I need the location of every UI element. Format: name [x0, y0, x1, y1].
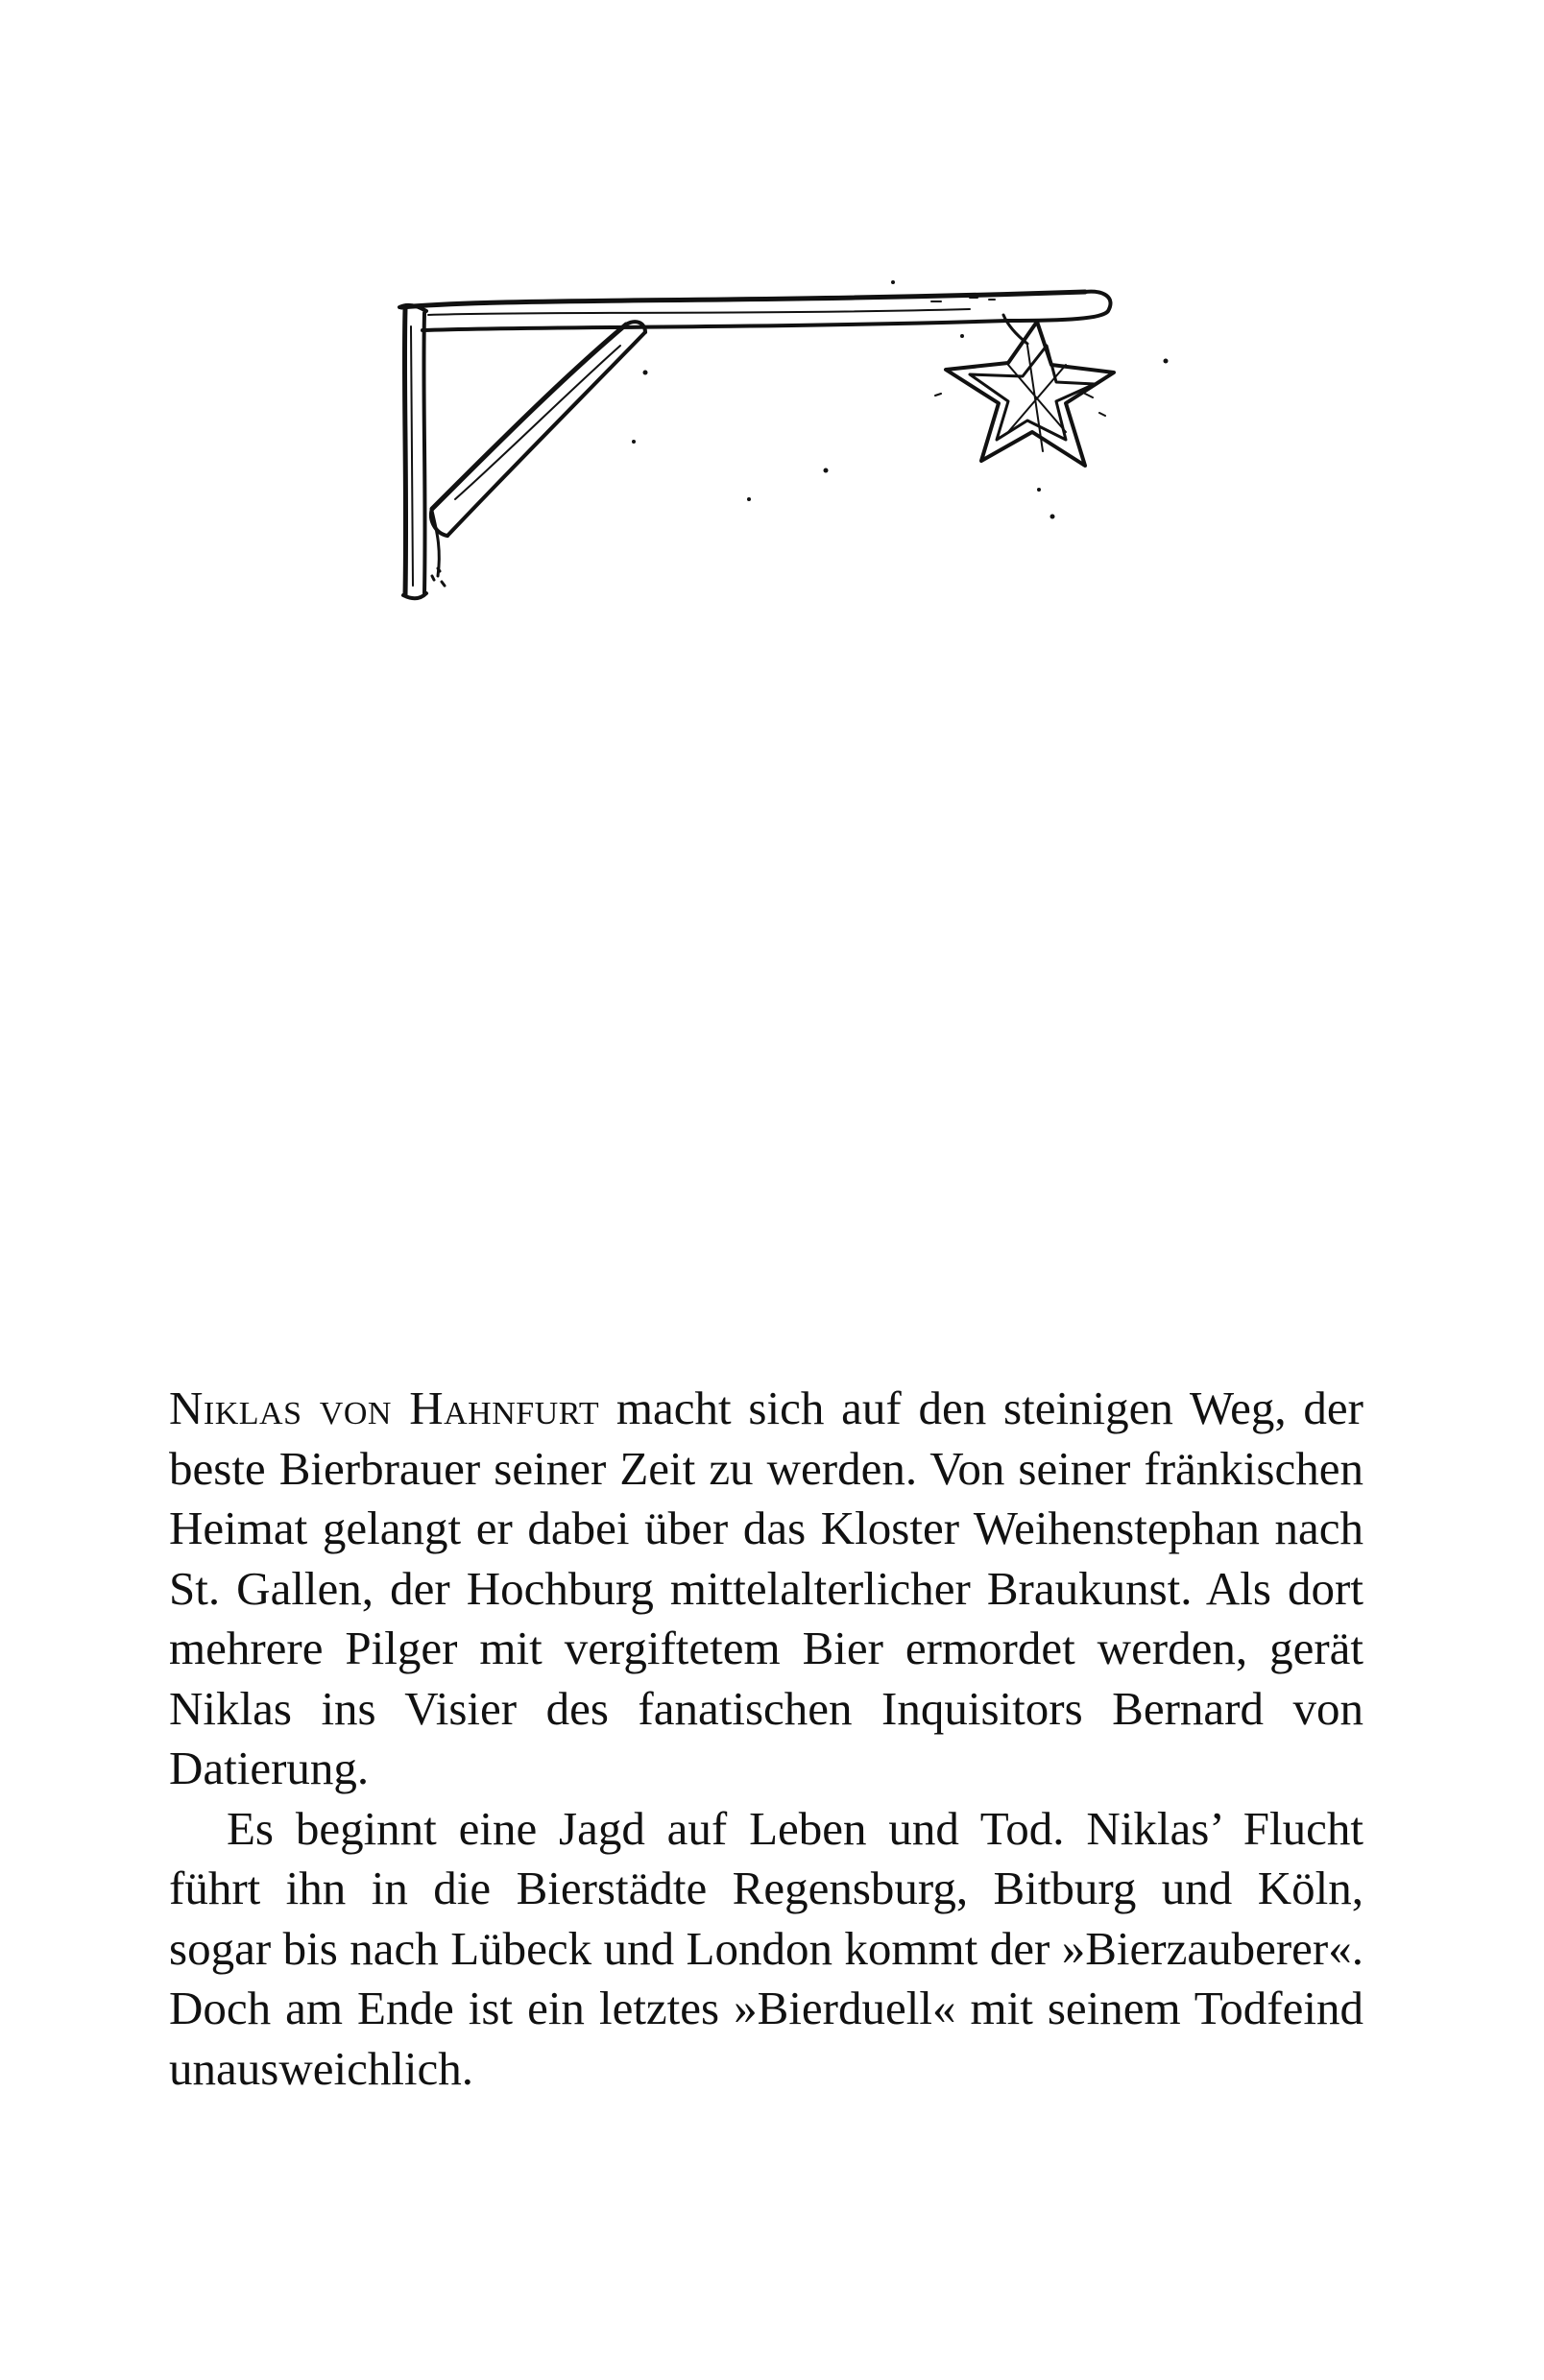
protagonist-name: Niklas von Hahnfurt	[169, 1382, 600, 1434]
bracket-brace	[431, 322, 645, 576]
sign-bracket-with-star-icon	[394, 269, 1181, 614]
back-cover-blurb	[169, 1379, 1363, 2099]
blurb-paragraph-1	[169, 1379, 1363, 1799]
blurb-paragraph-1-text: macht sich auf den steinigen Weg, der beste Bierbrauer seiner Zeit zu werden. Von seiner fränkischen Heimat gelangt er dabei über das Kloster Weihenstephan nach St. Gallen, der Hochburg mittelalterlicher Braukunst. Als dort mehrere Pilger mit vergiftetem Bier ermordet werden, gerät Niklas ins Visier des fanatischen Inquisitors Bernard von Datierung.	[169, 1382, 1363, 1794]
blurb-paragraph-2: Es beginnt eine Jagd auf Leben und Tod. Niklas’ Flucht führt ihn in die Bierstädte Regensburg, Bitburg und Köln, sogar bis nach Lübeck und London kommt der »Bierzauberer«. Doch am Ende ist ein letztes »Bierduell« mit seinem Todfeind unausweichlich.	[169, 1801, 1363, 2095]
bracket-beam	[401, 292, 1111, 330]
